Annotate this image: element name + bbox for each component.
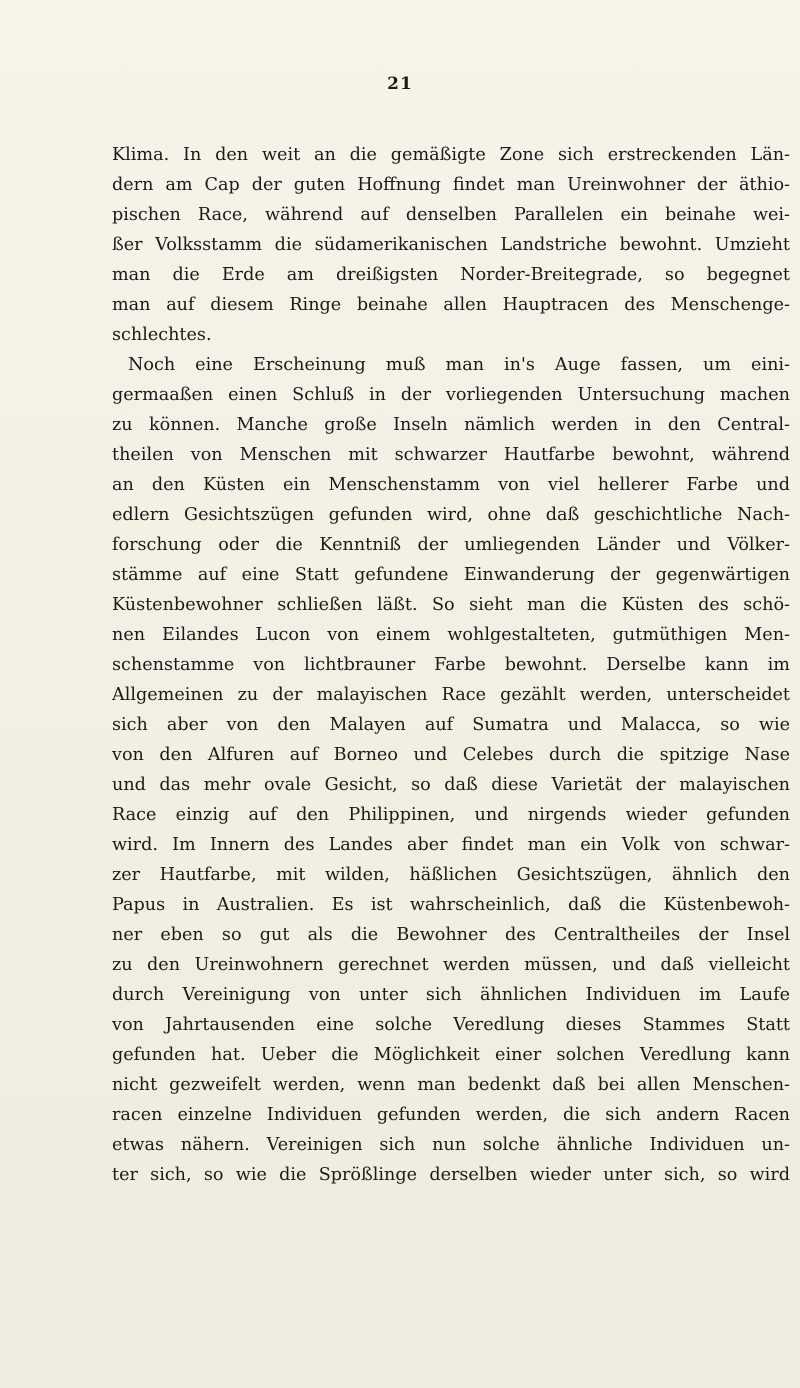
- text-line: man auf diesem Ringe beinahe allen Hauptracen des Menschenge-: [112, 295, 790, 315]
- body-text: [112, 140, 790, 1190]
- text-line: Allgemeinen zu der malayischen Race gezählt werden, unterscheidet: [112, 685, 790, 705]
- paragraph: [112, 140, 790, 350]
- text-line: nen Eilandes Lucon von einem wohlgestalteten, gutmüthigen Men-: [112, 625, 790, 645]
- text-line: forschung oder die Kenntniß der umliegenden Länder und Völker-: [112, 535, 790, 555]
- page-number: 21: [387, 74, 413, 94]
- text-line: gefunden hat. Ueber die Möglichkeit einer solchen Veredlung kann: [112, 1045, 790, 1065]
- text-line: schenstamme von lichtbrauner Farbe bewohnt. Derselbe kann im: [112, 655, 790, 675]
- text-line: ßer Volksstamm die südamerikanischen Landstriche bewohnt. Umzieht: [112, 235, 790, 255]
- paragraph: [112, 350, 790, 1190]
- text-line: dern am Cap der guten Hoffnung findet man Ureinwohner der äthio-: [112, 175, 790, 195]
- text-line: Race einzig auf den Philippinen, und nirgends wieder gefunden: [112, 805, 790, 825]
- text-line: durch Vereinigung von unter sich ähnlichen Individuen im Laufe: [112, 985, 790, 1005]
- text-line: etwas nähern. Vereinigen sich nun solche ähnliche Individuen un-: [112, 1135, 790, 1155]
- text-line: theilen von Menschen mit schwarzer Hautfarbe bewohnt, während: [112, 445, 790, 465]
- text-line: Klima. In den weit an die gemäßigte Zone sich erstreckenden Län-: [112, 145, 790, 165]
- text-line: schlechtes.: [112, 325, 212, 345]
- text-line: zu den Ureinwohnern gerechnet werden müssen, und daß vielleicht: [112, 955, 790, 975]
- text-line: von den Alfuren auf Borneo und Celebes durch die spitzige Nase: [112, 745, 790, 765]
- text-line: Küstenbewohner schließen läßt. So sieht man die Küsten des schö-: [112, 595, 790, 615]
- text-line: und das mehr ovale Gesicht, so daß diese Varietät der malayischen: [112, 775, 790, 795]
- text-line: racen einzelne Individuen gefunden werden, die sich andern Racen: [112, 1105, 790, 1125]
- text-line: ter sich, so wie die Sprößlinge derselben wieder unter sich, so wird: [112, 1165, 790, 1185]
- text-line: edlern Gesichtszügen gefunden wird, ohne daß geschichtliche Nach-: [112, 505, 790, 525]
- text-line: germaaßen einen Schluß in der vorliegenden Untersuchung machen: [112, 385, 790, 405]
- text-line: nicht gezweifelt werden, wenn man bedenkt daß bei allen Menschen-: [112, 1075, 790, 1095]
- text-line: Noch eine Erscheinung muß man in's Auge fassen, um eini-: [128, 355, 790, 375]
- text-line: pischen Race, während auf denselben Parallelen ein beinahe wei-: [112, 205, 790, 225]
- text-line: sich aber von den Malayen auf Sumatra und Malacca, so wie: [112, 715, 790, 735]
- text-line: stämme auf eine Statt gefundene Einwanderung der gegenwärtigen: [112, 565, 790, 585]
- text-line: an den Küsten ein Menschenstamm von viel hellerer Farbe und: [112, 475, 790, 495]
- text-line: ner eben so gut als die Bewohner des Centraltheiles der Insel: [112, 925, 790, 945]
- text-line: zu können. Manche große Inseln nämlich werden in den Central-: [112, 415, 790, 435]
- text-line: von Jahrtausenden eine solche Veredlung dieses Stammes Statt: [112, 1015, 790, 1035]
- text-line: zer Hautfarbe, mit wilden, häßlichen Gesichtszügen, ähnlich den: [112, 865, 790, 885]
- text-line: Papus in Australien. Es ist wahrscheinlich, daß die Küstenbewoh-: [112, 895, 790, 915]
- text-line: man die Erde am dreißigsten Norder-Breitegrade, so begegnet: [112, 265, 790, 285]
- text-line: wird. Im Innern des Landes aber findet man ein Volk von schwar-: [112, 835, 790, 855]
